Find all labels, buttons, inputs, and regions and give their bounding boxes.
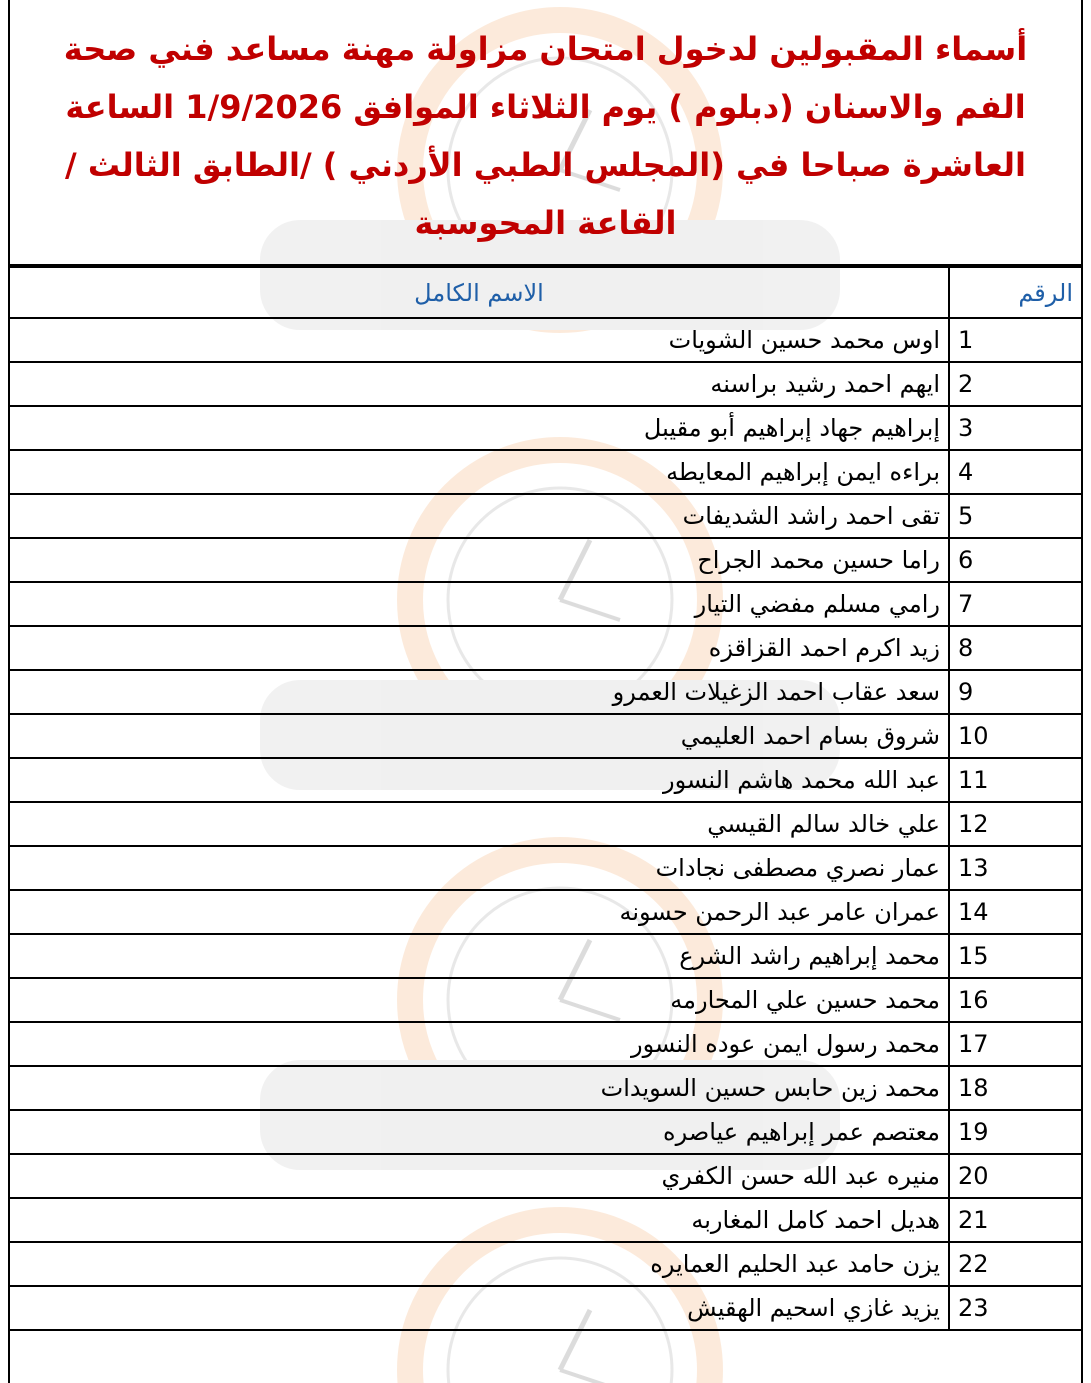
row-name: إبراهيم جهاد إبراهيم أبو مقيبل <box>9 406 949 450</box>
table-row <box>9 978 1082 1022</box>
row-number: 3 <box>949 406 1082 450</box>
row-number: 7 <box>949 582 1082 626</box>
row-number: 21 <box>949 1198 1082 1242</box>
table-row <box>9 1110 1082 1154</box>
row-number: 12 <box>949 802 1082 846</box>
row-name: سعد عقاب احمد الزغيلات العمرو <box>9 670 949 714</box>
row-name: براءه ايمن إبراهيم المعايطه <box>9 450 949 494</box>
row-number: 14 <box>949 890 1082 934</box>
row-name: يزيد غازي اسحيم الهقيش <box>9 1286 949 1330</box>
row-number: 18 <box>949 1066 1082 1110</box>
row-name: عبد الله محمد هاشم النسور <box>9 758 949 802</box>
table-row <box>9 1154 1082 1198</box>
table-row <box>9 670 1082 714</box>
table-row <box>9 450 1082 494</box>
row-name: ايهم احمد رشيد براسنه <box>9 362 949 406</box>
row-number: 8 <box>949 626 1082 670</box>
table-row <box>9 1198 1082 1242</box>
row-name: معتصم عمر إبراهيم عياصره <box>9 1110 949 1154</box>
row-number: 22 <box>949 1242 1082 1286</box>
header-name: الاسم الكامل <box>9 267 949 318</box>
row-number: 2 <box>949 362 1082 406</box>
row-number: 6 <box>949 538 1082 582</box>
row-number: 10 <box>949 714 1082 758</box>
row-name: محمد إبراهيم راشد الشرع <box>9 934 949 978</box>
row-number: 4 <box>949 450 1082 494</box>
table-header-row <box>9 267 1082 318</box>
row-number: 11 <box>949 758 1082 802</box>
page-title: أسماء المقبولين لدخول امتحان مزاولة مهنة مساعد فني صحة الفم والاسنان (دبلوم ) يوم الثلاثاء الموافق 1/9/2026 الساعة العاشرة صباحا في (المجلس الطبي الأردني ) /الطابق الثالث /القاعة المحوسبة <box>63 30 1028 242</box>
table-row <box>9 802 1082 846</box>
table-row <box>9 846 1082 890</box>
row-name: تقى احمد راشد الشديفات <box>9 494 949 538</box>
table-row <box>9 626 1082 670</box>
row-number: 15 <box>949 934 1082 978</box>
row-name: محمد زين حابس حسين السويدات <box>9 1066 949 1110</box>
row-number: 9 <box>949 670 1082 714</box>
row-name: شروق بسام احمد العليمي <box>9 714 949 758</box>
row-number: 1 <box>949 318 1082 362</box>
row-number: 17 <box>949 1022 1082 1066</box>
row-number: 20 <box>949 1154 1082 1198</box>
table-row <box>9 1286 1082 1330</box>
table-row <box>9 494 1082 538</box>
table-row <box>9 582 1082 626</box>
row-name: يزن حامد عبد الحليم العمايره <box>9 1242 949 1286</box>
row-number: 19 <box>949 1110 1082 1154</box>
table-row <box>9 758 1082 802</box>
table-row <box>9 538 1082 582</box>
table-row <box>9 318 1082 362</box>
row-number: 23 <box>949 1286 1082 1330</box>
row-name: علي خالد سالم القيسي <box>9 802 949 846</box>
row-number: 13 <box>949 846 1082 890</box>
table-row <box>9 1242 1082 1286</box>
row-name: محمد رسول ايمن عوده النسور <box>9 1022 949 1066</box>
row-name: هديل احمد كامل المغاربه <box>9 1198 949 1242</box>
row-number: 16 <box>949 978 1082 1022</box>
row-name: عمران عامر عبد الرحمن حسونه <box>9 890 949 934</box>
names-table <box>8 266 1083 1331</box>
table-body <box>9 318 1082 1330</box>
row-name: منيره عبد الله حسن الكفري <box>9 1154 949 1198</box>
row-name: زيد اكرم احمد القزاقزه <box>9 626 949 670</box>
header-number: الرقم <box>949 267 1082 318</box>
row-name: عمار نصري مصطفى نجادات <box>9 846 949 890</box>
row-name: رامي مسلم مفضي التيار <box>9 582 949 626</box>
table-row <box>9 714 1082 758</box>
table-row <box>9 406 1082 450</box>
title-block <box>10 0 1081 266</box>
table-row <box>9 1066 1082 1110</box>
row-name: اوس محمد حسين الشويات <box>9 318 949 362</box>
row-number: 5 <box>949 494 1082 538</box>
table-row <box>9 890 1082 934</box>
row-name: راما حسين محمد الجراح <box>9 538 949 582</box>
row-name: محمد حسين علي المحارمه <box>9 978 949 1022</box>
table-row <box>9 934 1082 978</box>
table-row <box>9 362 1082 406</box>
table-row <box>9 1022 1082 1066</box>
